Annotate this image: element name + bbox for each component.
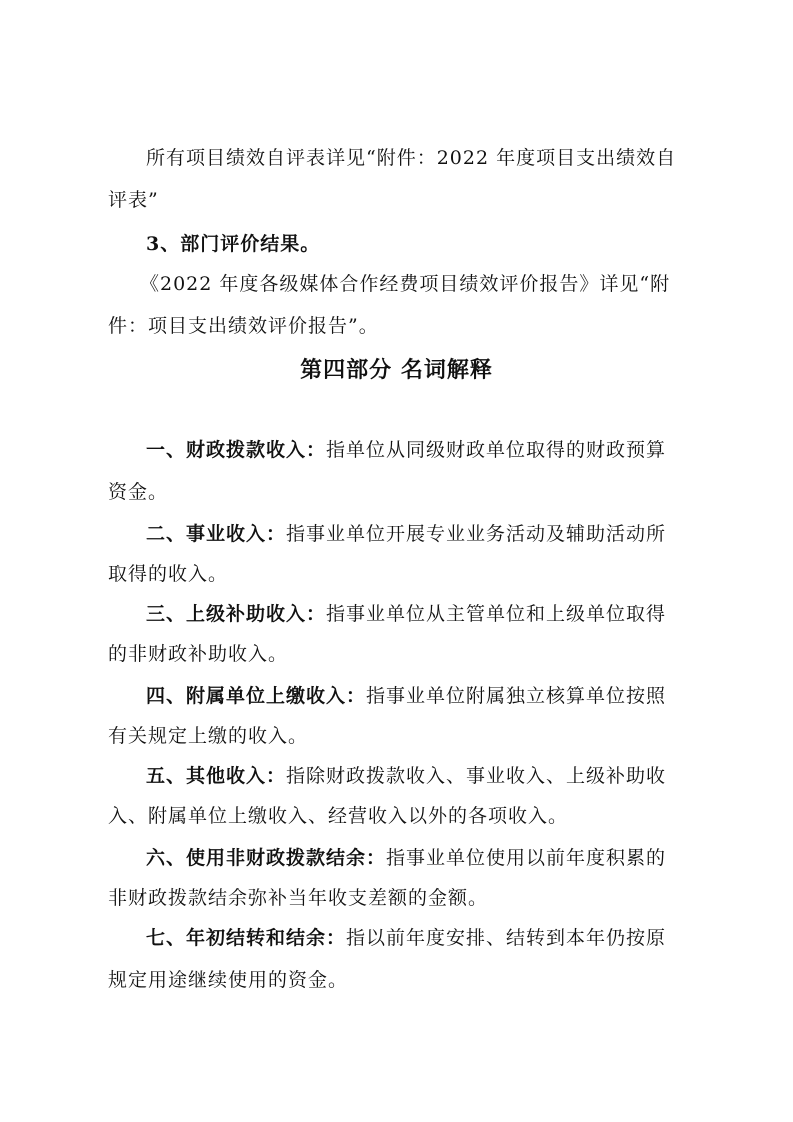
section-title: 第四部分 名词解释 xyxy=(300,357,493,383)
paragraph-line: 评表” xyxy=(108,189,159,211)
definition-line xyxy=(146,522,666,546)
definition-text: 指事业单位从主管单位和上级单位取得 xyxy=(326,603,667,625)
paragraph-line: 《2022 年度各级媒体合作经费项目绩效评价报告》详见“附 xyxy=(140,273,671,295)
definition-text: 指事业单位附属独立核算单位按照 xyxy=(366,685,667,707)
definition-text: 指单位从同级财政单位取得的财政预算 xyxy=(326,439,667,461)
definition-text: 指事业单位使用以前年度积累的 xyxy=(386,847,667,869)
subsection-heading: 3、部门评价结果。 xyxy=(146,233,321,255)
definition-term: 二、事业收入： xyxy=(146,523,287,545)
definition-continuation: 规定用途继续使用的资金。 xyxy=(108,969,349,991)
definition-continuation: 的非财政补助收入。 xyxy=(108,643,289,665)
definition-term: 六、使用非财政拨款结余： xyxy=(146,847,387,869)
definition-term: 七、年初结转和结余： xyxy=(146,927,347,949)
definition-continuation: 取得的收入。 xyxy=(108,563,229,585)
definition-continuation: 非财政拨款结余弥补当年收支差额的金额。 xyxy=(108,887,489,909)
paragraph-line: 所有项目绩效自评表详见“附件：2022 年度项目支出绩效自 xyxy=(146,147,677,169)
definition-text: 指以前年度安排、结转到本年仍按原 xyxy=(346,927,667,949)
definition-line xyxy=(146,438,666,462)
definition-text: 指除财政拨款收入、事业收入、上级补助收 xyxy=(286,765,667,787)
definition-line xyxy=(146,684,666,708)
definition-continuation: 有关规定上缴的收入。 xyxy=(108,725,309,747)
definition-continuation: 入、附属单位上缴收入、经营收入以外的各项收入。 xyxy=(108,805,569,827)
definition-line xyxy=(146,846,666,870)
definition-term: 一、财政拨款收入： xyxy=(146,439,327,461)
definition-term: 五、其他收入： xyxy=(146,765,287,787)
definition-line xyxy=(146,602,666,626)
definition-term: 四、附属单位上缴收入： xyxy=(146,685,367,707)
definition-continuation: 资金。 xyxy=(108,481,169,503)
definition-line xyxy=(146,926,666,950)
definition-line xyxy=(146,764,666,788)
paragraph-line: 件：项目支出绩效评价报告”。 xyxy=(108,315,379,337)
definition-text: 指事业单位开展专业业务活动及辅助活动所 xyxy=(286,523,667,545)
definition-term: 三、上级补助收入： xyxy=(146,603,327,625)
